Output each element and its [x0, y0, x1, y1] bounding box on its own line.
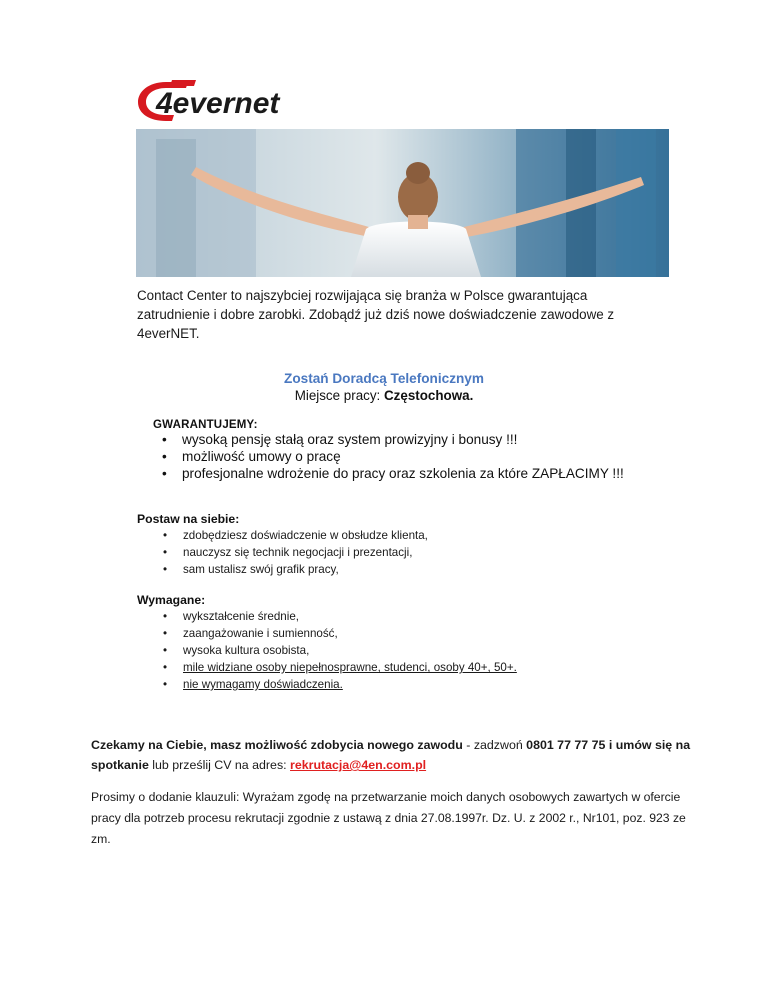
job-location-label: Miejsce pracy:: [294, 388, 381, 403]
list-item: • nie wymagamy doświadczenia.: [156, 676, 517, 693]
list-item: • zdobędziesz doświadczenie w obsłudze klienta,: [156, 527, 428, 544]
contact-phone: 0801 77 77 75 i umów się na spotkanie: [91, 738, 691, 772]
contact-paragraph: [91, 735, 691, 775]
contact-invite: Czekamy na Ciebie, masz możliwość zdobycia nowego zawodu: [91, 738, 463, 752]
contact-email-link[interactable]: rekrutacja@4en.com.pl: [290, 758, 427, 772]
bet-list: [156, 527, 428, 578]
list-item: • wysoka kultura osobista,: [156, 642, 517, 659]
contact-call-text: - zadzwoń: [462, 738, 527, 752]
contact-cv-text: lub prześlij CV na adres:: [148, 758, 291, 772]
job-location: [0, 388, 768, 403]
job-location-value: Częstochowa.: [384, 388, 474, 403]
company-logo: [136, 78, 340, 124]
list-item: • nauczysz się technik negocjacji i prezentacji,: [156, 544, 428, 561]
list-item: • możliwość umowy o pracę: [155, 448, 624, 465]
list-item: • mile widziane osoby niepełnosprawne, studenci, osoby 40+, 50+.: [156, 659, 517, 676]
guarantee-list: [155, 431, 624, 482]
list-item: • wykształcenie średnie,: [156, 608, 517, 625]
logo-graphic: [136, 78, 340, 124]
hero-image: [136, 129, 669, 277]
job-title: Zostań Doradcą Telefonicznym: [284, 371, 484, 386]
intro-paragraph: Contact Center to najszybciej rozwijająca się branża w Polsce gwarantująca zatrudnienie i dobre zarobki. Zdobądź już dziś nowe doświadczenie zawodowe z 4everNET.: [137, 288, 615, 341]
requirements-list: [156, 608, 517, 693]
list-item: • sam ustalisz swój grafik pracy,: [156, 561, 428, 578]
requirements-heading: Wymagane:: [137, 593, 206, 607]
list-item: • profesjonalne wdrożenie do pracy oraz szkolenia za które ZAPŁACIMY !!!: [155, 465, 624, 482]
bet-heading: Postaw na siebie:: [137, 512, 240, 526]
guarantee-heading: GWARANTUJEMY:: [153, 419, 258, 431]
list-item: • wysoką pensję stałą oraz system prowizyjny i bonusy !!!: [155, 431, 624, 448]
list-item: • zaangażowanie i sumienność,: [156, 625, 517, 642]
privacy-clause: Prosimy o dodanie klauzuli: Wyrażam zgodę na przetwarzanie moich danych osobowych zawartych w ofercie pracy dla potrzeb procesu rekrutacji zgodnie z ustawą z dnia 27.08.1997r. Dz. U. z 2002 r., Nr101, poz. 923 ze zm.: [91, 790, 686, 846]
logo-text: 4evernet: [156, 87, 280, 120]
